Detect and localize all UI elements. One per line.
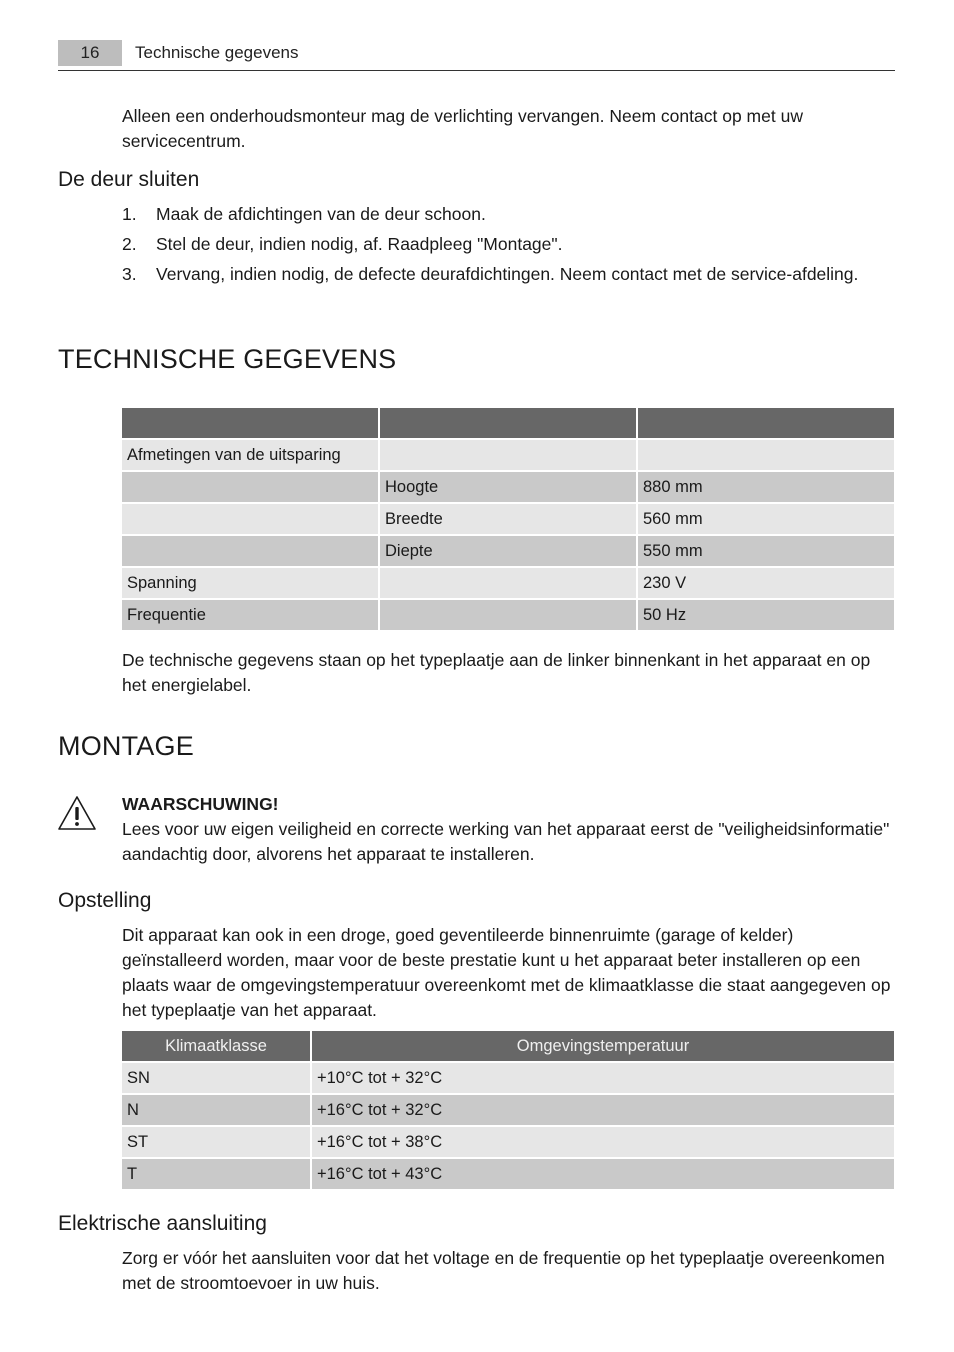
warning-title: WAARSCHUWING! bbox=[122, 794, 279, 814]
running-title: Technische gegevens bbox=[135, 43, 299, 62]
table-header-row bbox=[122, 408, 894, 438]
table-cell: 230 V bbox=[638, 568, 894, 598]
table-cell: 880 mm bbox=[638, 472, 894, 502]
table-cell: Hoogte bbox=[380, 472, 636, 502]
header-divider bbox=[58, 70, 895, 71]
table-cell bbox=[122, 536, 378, 566]
table-cell: 50 Hz bbox=[638, 600, 894, 630]
table-row bbox=[122, 600, 894, 630]
table-cell bbox=[122, 504, 378, 534]
table-header-cell bbox=[380, 408, 636, 438]
table-header-cell bbox=[638, 408, 894, 438]
tech-heading: TECHNISCHE GEGEVENS bbox=[58, 344, 397, 374]
table-cell: +16°C tot + 38°C bbox=[312, 1127, 894, 1157]
table-cell: T bbox=[122, 1159, 310, 1189]
montage-heading: MONTAGE bbox=[58, 731, 194, 761]
table-cell: 560 mm bbox=[638, 504, 894, 534]
intro-paragraph: Alleen een onderhoudsmonteur mag de verlichting vervangen. Neem contact op met uw servicecentrum. bbox=[122, 106, 803, 151]
step-text: Stel de deur, indien nodig, af. Raadpleeg "Montage". bbox=[156, 234, 563, 254]
step-number: 2. bbox=[122, 234, 137, 254]
table-row bbox=[122, 1063, 894, 1093]
table-header-row bbox=[122, 1031, 894, 1061]
table-cell bbox=[122, 472, 378, 502]
step-number: 3. bbox=[122, 264, 137, 284]
table-cell: Frequentie bbox=[122, 600, 378, 630]
warning-text: Lees voor uw eigen veiligheid en correcte werking van het apparaat eerst de "veiligheidsinformatie" aandachtig door, alvorens het apparaat te installeren. bbox=[122, 819, 890, 864]
table-cell: +10°C tot + 32°C bbox=[312, 1063, 894, 1093]
table-header-cell: Omgevingstemperatuur bbox=[312, 1031, 894, 1061]
table-cell: N bbox=[122, 1095, 310, 1125]
table-header-cell: Klimaatklasse bbox=[122, 1031, 310, 1061]
table-row bbox=[122, 1095, 894, 1125]
table-row bbox=[122, 472, 894, 502]
table-cell: +16°C tot + 32°C bbox=[312, 1095, 894, 1125]
table-cell: +16°C tot + 43°C bbox=[312, 1159, 894, 1189]
table-cell bbox=[380, 568, 636, 598]
table-row bbox=[122, 568, 894, 598]
opstelling-text: Dit apparaat kan ook in een droge, goed geventileerde binnenruimte (garage of kelder) geïnstalleerd worden, maar voor de beste prestatie kunt u het apparaat beter installeren op een plaats waar de omgevingstemperatuur overeenkomt met de klimaatklasse die staat aangegeven op het typeplaatje van het apparaat. bbox=[122, 925, 891, 1020]
table-cell: 550 mm bbox=[638, 536, 894, 566]
tech-note: De technische gegevens staan op het typeplaatje aan de linker binnenkant in het apparaat en op het energielabel. bbox=[122, 650, 871, 695]
opstelling-heading: Opstelling bbox=[58, 889, 152, 912]
table-cell: ST bbox=[122, 1127, 310, 1157]
list-item bbox=[122, 262, 894, 287]
list-item bbox=[122, 232, 894, 257]
table-row bbox=[122, 1159, 894, 1189]
door-steps-list bbox=[122, 202, 894, 292]
step-text: Maak de afdichtingen van de deur schoon. bbox=[156, 204, 486, 224]
step-number: 1. bbox=[122, 204, 137, 224]
table-cell bbox=[380, 440, 636, 470]
table-row bbox=[122, 504, 894, 534]
climate-class-table bbox=[120, 1029, 896, 1191]
table-row bbox=[122, 536, 894, 566]
table-header-cell bbox=[122, 408, 378, 438]
table-cell: Breedte bbox=[380, 504, 636, 534]
door-heading: De deur sluiten bbox=[58, 168, 200, 191]
table-cell: Afmetingen van de uitsparing bbox=[122, 440, 378, 470]
electric-heading: Elektrische aansluiting bbox=[58, 1212, 267, 1235]
step-text: Vervang, indien nodig, de defecte deurafdichtingen. Neem contact met de service-afdeling. bbox=[156, 264, 859, 284]
tech-specs-table bbox=[120, 406, 896, 632]
table-cell: SN bbox=[122, 1063, 310, 1093]
warning-triangle-icon bbox=[57, 795, 97, 831]
table-row bbox=[122, 1127, 894, 1157]
table-cell bbox=[638, 440, 894, 470]
electric-text: Zorg er vóór het aansluiten voor dat het voltage en de frequentie op het typeplaatje overeenkomen met de stroomtoevoer in uw huis. bbox=[122, 1248, 885, 1293]
list-item bbox=[122, 202, 894, 227]
table-cell: Diepte bbox=[380, 536, 636, 566]
table-row bbox=[122, 440, 894, 470]
table-cell: Spanning bbox=[122, 568, 378, 598]
table-cell bbox=[380, 600, 636, 630]
page-number: 16 bbox=[58, 40, 122, 66]
